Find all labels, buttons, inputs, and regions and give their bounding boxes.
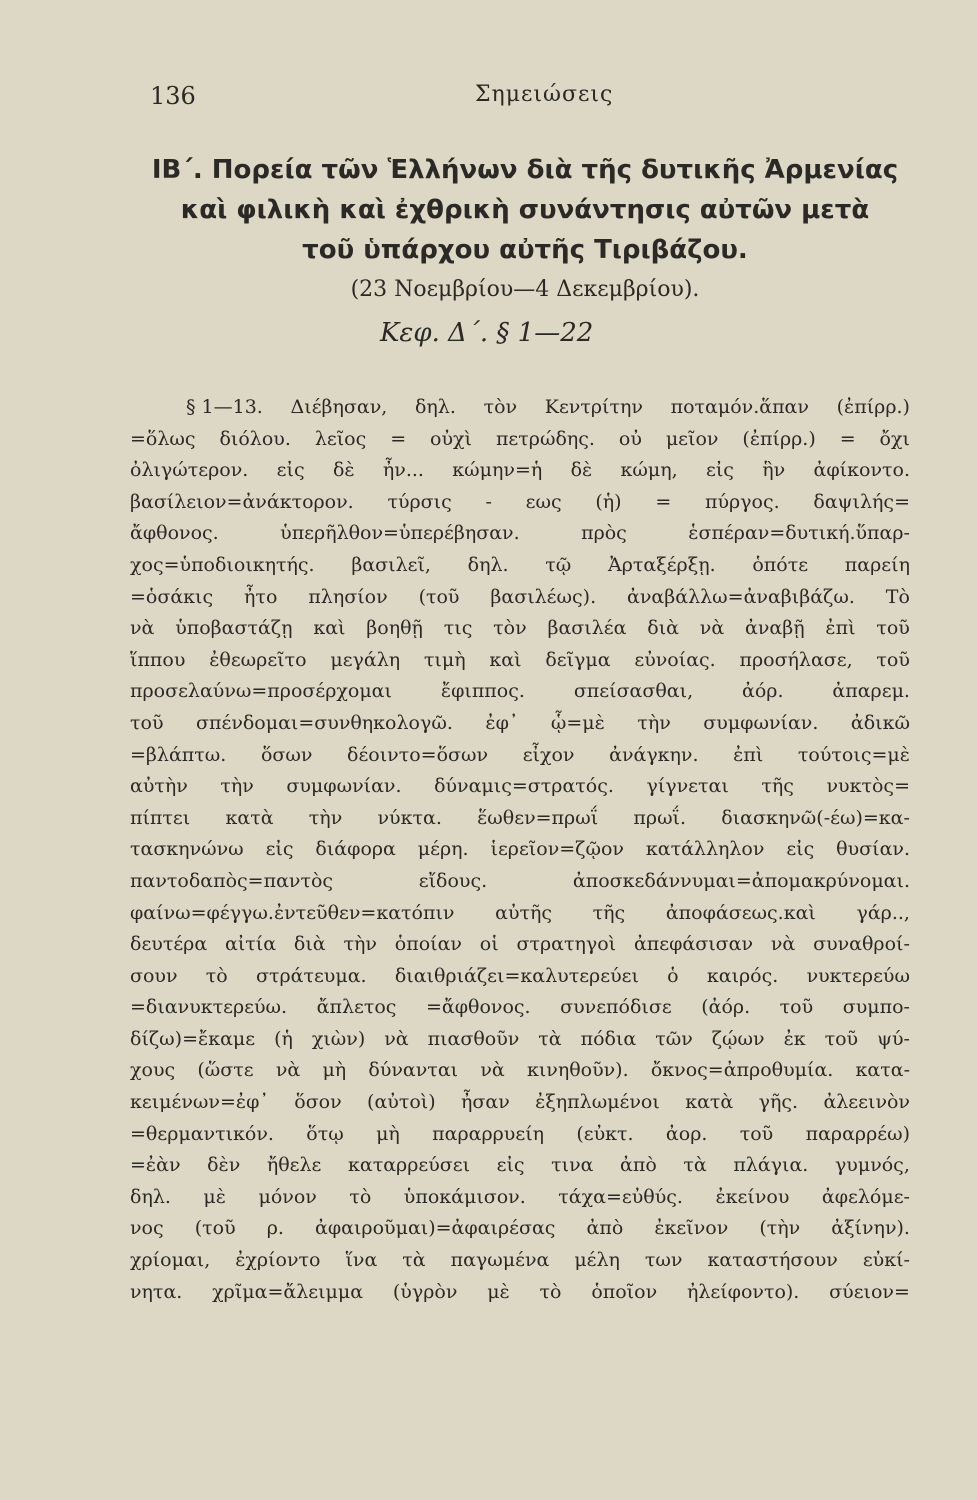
word: παραρρέω) — [805, 1122, 910, 1145]
word: ἀναβῇ — [745, 617, 805, 640]
word: εως — [525, 490, 562, 513]
word: τῶν — [655, 1027, 693, 1050]
word: νυκτερεύω — [806, 964, 910, 987]
word: (ἐπίρρ.) — [836, 396, 910, 418]
text-line — [130, 1119, 910, 1151]
word: ἀξίνην). — [831, 1217, 910, 1240]
word: διασκηνῶ(-έω)=κα- — [721, 806, 910, 829]
word: = — [655, 490, 672, 513]
word: ἀποφάσεως.καὶ — [665, 901, 816, 924]
notes-body — [130, 392, 910, 1308]
word: μέρη. — [417, 838, 469, 861]
word: ψύ- — [877, 1027, 910, 1050]
word: τὴν — [220, 775, 254, 798]
word: ἀπεφάσισαν — [633, 933, 754, 956]
word: ἐκεῖνον — [654, 1217, 729, 1240]
word: § 1—13. — [186, 396, 263, 418]
word: καὶ — [489, 648, 522, 671]
text-line — [130, 803, 910, 835]
text-line — [130, 487, 910, 519]
word: ἔφιππος. — [440, 680, 525, 703]
text-line — [130, 771, 910, 803]
word: συμπο- — [842, 996, 910, 1019]
word: ἄφθονος. — [130, 522, 219, 545]
word: δίζω)=ἔκαμε — [130, 1027, 256, 1050]
word: σπείσασθαι, — [573, 680, 694, 703]
word: ὑποβαστάζῃ — [175, 617, 293, 640]
word: ἐπὶ — [825, 617, 856, 640]
word: ὅσον — [294, 1091, 342, 1114]
word: τὸν — [493, 617, 527, 640]
word: Ἀρταξέρξῃ. — [608, 553, 716, 576]
word: δευτέρα — [130, 933, 208, 956]
word: δὲ — [570, 459, 593, 482]
word: (ἡ) — [595, 490, 622, 513]
section-title: Σημειώσεις — [475, 82, 614, 107]
word: ἀφελόμε- — [821, 1185, 910, 1208]
word: ὁποῖον — [591, 1280, 658, 1303]
word: εἰς — [276, 459, 305, 482]
word: (ἡ — [274, 1027, 293, 1050]
word: Τὸ — [885, 585, 910, 608]
word: συμφωνίαν. — [703, 711, 819, 734]
word: οὐχὶ — [430, 427, 472, 450]
word: ἐξηπλωμένοι — [535, 1091, 660, 1114]
word: τις — [443, 617, 473, 640]
word: κατὰ — [685, 1091, 734, 1114]
word: ὑποκάμισον. — [403, 1185, 526, 1208]
word: (ἀόρ. — [701, 996, 751, 1019]
word: μὲ — [487, 1280, 510, 1303]
word: ἀόρ. — [742, 680, 784, 703]
word: εἰς — [706, 459, 734, 482]
word: μόνον — [258, 1185, 317, 1208]
word: ἀπαρεμ. — [832, 680, 910, 703]
word: χος=ὑποδιοικητής. — [130, 553, 315, 576]
word: εὐνοίας. — [634, 648, 716, 671]
word: στράτευμα. — [255, 964, 367, 987]
word: (αὐτοὶ) — [367, 1091, 436, 1114]
word: βασιλεῖ, — [351, 553, 431, 576]
word: οὐ — [618, 427, 642, 450]
word: ὄκνος=ἀπροθυμία. — [650, 1059, 834, 1082]
word: μέλη — [574, 1249, 620, 1272]
word: ὁ — [667, 964, 679, 987]
word: τῆς — [592, 901, 626, 924]
word: τὸ — [539, 1280, 562, 1303]
word: ἦν... — [382, 459, 424, 482]
running-head — [150, 82, 907, 116]
word: τοῦ — [876, 648, 910, 671]
word: ἀδικῶ — [850, 711, 910, 734]
word: βασιλέα — [547, 617, 627, 640]
word: =ἄφθονος. — [425, 996, 531, 1019]
word: σύειον= — [829, 1280, 910, 1303]
word: ἵππου — [130, 648, 186, 671]
text-line — [130, 740, 910, 772]
word: ἀναβάλλω=ἀναβιβάζω. — [627, 585, 855, 608]
word: τὴν — [308, 806, 343, 829]
word: = — [390, 427, 407, 450]
word: καιρός. — [706, 964, 779, 987]
word: τάχα=εὐθύς. — [558, 1185, 683, 1208]
text-line — [130, 1024, 910, 1056]
word: νος — [130, 1217, 164, 1240]
word: ζῴων — [711, 1027, 765, 1050]
word: πύργος. — [704, 490, 780, 513]
word: ὄχι — [879, 427, 910, 450]
word: τούτοις=μὲ — [797, 743, 910, 766]
word: τὴν — [637, 711, 671, 734]
word: (τὴν — [759, 1217, 801, 1240]
word: εἶχον — [522, 743, 575, 766]
word: ἐκ — [783, 1027, 806, 1050]
word: τὴν — [343, 933, 377, 956]
word: ἤθελε — [266, 1154, 322, 1177]
word: εἰς — [786, 838, 815, 861]
word: (τοῦ — [194, 1217, 236, 1240]
word: τοῦ — [130, 711, 164, 734]
word: ἐκείνου — [715, 1185, 790, 1208]
word: στρατηγοὶ — [516, 933, 617, 956]
text-line — [130, 1055, 910, 1087]
word: πλησίον — [308, 585, 388, 608]
word: των — [644, 1249, 683, 1272]
word: ὁποίαν — [394, 933, 462, 956]
word: διὰ — [647, 617, 679, 640]
word: (ὥστε — [197, 1059, 254, 1082]
word: χιὼν) — [311, 1027, 366, 1050]
word: βασίλειον=ἀνάκτορον. — [130, 490, 354, 513]
word: =βλάπτω. — [130, 743, 227, 766]
text-line — [130, 992, 910, 1024]
word: δὲν — [207, 1154, 241, 1177]
text-line — [130, 1182, 910, 1214]
word: νύκτα. — [377, 806, 442, 829]
word: γῆς. — [758, 1091, 799, 1114]
word: εἰς — [496, 1154, 525, 1177]
word: συμφωνίαν. — [286, 775, 402, 798]
word: τοῦ — [876, 617, 910, 640]
word: συναθροί- — [813, 933, 910, 956]
word: δαψιλής= — [813, 490, 910, 513]
word: ἀποσκεδάννυμαι=ἀπομακρύνομαι. — [572, 869, 910, 892]
word: τὰ — [402, 1249, 426, 1272]
text-line — [130, 1150, 910, 1182]
word: δέοιντο=ὅσων — [347, 743, 489, 766]
word: νητα. — [130, 1280, 183, 1303]
word: παραρρυείη — [432, 1122, 545, 1145]
word: κατὰ — [225, 806, 274, 829]
text-line — [130, 866, 910, 898]
heading-line: ΙΒ΄. Πορεία τῶν Ἑλλήνων διὰ τῆς δυτικῆς Ἀρμενίας — [151, 155, 899, 185]
word: πιασθοῦν — [427, 1027, 520, 1050]
word: ᾧ=μὲ — [550, 711, 605, 734]
word: δύναμις=στρατός. — [434, 775, 614, 798]
word: τῆς — [761, 775, 794, 798]
word: χρῖμα=ἄλειμμα — [212, 1280, 364, 1303]
word: μεγάλη — [330, 648, 401, 671]
word: τῷ — [545, 553, 572, 576]
word: παντοδαπὸς=παντὸς — [130, 869, 334, 892]
word: τοῦ — [739, 1122, 774, 1145]
word: διόλου. — [219, 427, 291, 450]
word: ὅτῳ — [306, 1122, 344, 1145]
word: ἐθεωρεῖτο — [209, 648, 307, 671]
word: κώμην=ἡ — [452, 459, 543, 482]
word: ἀπὸ — [620, 1154, 657, 1177]
word: προσελαύνω=προσέρχομαι — [130, 680, 392, 703]
word: συνεπόδισε — [560, 996, 672, 1019]
word: ἀφίκοντο. — [813, 459, 910, 482]
word: θυσίαν. — [836, 838, 910, 861]
word: προσήλασε, — [739, 648, 853, 671]
word: =ὅλως — [130, 427, 196, 450]
word: διάφορα — [315, 838, 396, 861]
word: = — [839, 427, 856, 450]
word: ἀνάγκην. — [609, 743, 699, 766]
word: καταστήσουν — [707, 1249, 838, 1272]
word: =ἐὰν — [130, 1154, 181, 1177]
text-line — [130, 424, 910, 456]
word: γάρ.., — [856, 901, 910, 924]
word: =θερμαντικόν. — [130, 1122, 274, 1145]
word: πλάγια. — [733, 1154, 809, 1177]
word: κειμένων=ἐφ᾽ — [130, 1091, 269, 1114]
word: - — [485, 490, 492, 513]
word: (τοῦ — [418, 585, 460, 608]
word: εἴδους. — [418, 869, 488, 892]
word: εὐκί- — [862, 1249, 910, 1272]
word: παρείη — [844, 553, 910, 576]
word: ἀπὸ — [586, 1217, 624, 1240]
word: (ὑγρὸν — [392, 1280, 458, 1303]
word: ρ. — [266, 1217, 284, 1240]
word: ὁπότε — [752, 553, 809, 576]
heading-line: καὶ φιλικὴ καὶ ἐχθρικὴ συνάντησις αὐτῶν μετὰ — [180, 195, 870, 225]
word: τοῦ — [824, 1027, 859, 1050]
word: μὴ — [376, 1122, 400, 1145]
text-line — [130, 1087, 910, 1119]
word: ἣν — [762, 459, 786, 482]
word: ἀφαιροῦμαι)=ἀφαιρέσας — [315, 1217, 556, 1240]
word: ἦσαν — [461, 1091, 510, 1114]
word: κατα- — [855, 1059, 910, 1082]
word: ἵνα — [345, 1249, 378, 1272]
word: τὸ — [349, 1185, 372, 1208]
word: σπένδομαι=συνθηκολογῶ. — [196, 711, 453, 734]
word: ἐχρίοντο — [235, 1249, 321, 1272]
word: Διέβησαν, — [290, 396, 388, 418]
word: ἐπὶ — [733, 743, 764, 766]
text-line — [130, 676, 910, 708]
chapter-heading — [120, 150, 930, 308]
word: οἱ — [479, 933, 499, 956]
word: ἠλείφοντο). — [686, 1280, 800, 1303]
word: ὀλιγώτερον. — [130, 459, 249, 482]
word: τοῦ — [779, 996, 814, 1019]
text-line — [130, 834, 910, 866]
word: καὶ — [313, 617, 346, 640]
word: νὰ — [480, 1059, 505, 1082]
word: μὴ — [322, 1059, 347, 1082]
word: ἦτο — [244, 585, 278, 608]
word: μὲ — [203, 1185, 226, 1208]
text-line — [130, 929, 910, 961]
word: δηλ. — [467, 553, 509, 576]
text-line — [130, 708, 910, 740]
word: (ἐπίρρ.) — [742, 427, 816, 450]
word: ποταμόν.ἅπαν — [670, 396, 809, 418]
word: ὑπερῆλθον=ὑπερέβησαν. — [280, 522, 520, 545]
text-line — [130, 518, 910, 550]
text-line — [130, 392, 910, 424]
text-line — [130, 961, 910, 993]
word: παγωμένα — [450, 1249, 550, 1272]
text-line — [130, 455, 910, 487]
date-range: (23 Νοεμβρίου—4 Δεκεμβρίου). — [350, 277, 700, 302]
chapter-reference: Κεφ. Δ΄. § 1—22 — [380, 318, 594, 348]
text-line — [130, 582, 910, 614]
text-line — [130, 898, 910, 930]
word: νὰ — [770, 933, 796, 956]
word: ἀλεεινὸν — [823, 1091, 910, 1114]
word: εἰς — [265, 838, 294, 861]
text-line — [130, 550, 910, 582]
word: νὰ — [130, 617, 155, 640]
word: σουν — [130, 964, 178, 987]
word: πίπτει — [130, 806, 191, 829]
word: τινα — [551, 1154, 594, 1177]
word: ὅσων — [260, 743, 313, 766]
text-line — [130, 1245, 910, 1277]
word: κώμη, — [620, 459, 678, 482]
word: δὲ — [332, 459, 355, 482]
word: διαιθριάζει=καλυτερεύει — [394, 964, 639, 987]
word: πετρώδης. — [495, 427, 595, 450]
word: πρὸς — [581, 522, 627, 545]
word: τύρσις — [387, 490, 452, 513]
word: γυμνός, — [834, 1154, 910, 1177]
word: ἐφ᾽ — [485, 711, 519, 734]
word: δεῖγμα — [545, 648, 611, 671]
word: αὐτὴν — [130, 775, 188, 798]
word: γίγνεται — [646, 775, 729, 798]
word: μεῖον — [665, 427, 719, 450]
word: διὰ — [293, 933, 326, 956]
word: κινηθοῦν). — [526, 1059, 629, 1082]
word: κατάλληλον — [645, 838, 765, 861]
word: νὰ — [699, 617, 725, 640]
word: βασιλέως). — [490, 585, 597, 608]
word: φαίνω=φέγγω.ἐντεῦθεν=κατόπιν — [130, 901, 455, 924]
word: αὐτῆς — [495, 901, 553, 924]
word: τὸ — [205, 964, 228, 987]
word: χους — [130, 1059, 176, 1082]
word: καταρρεύσει — [347, 1154, 471, 1177]
word: χρίομαι, — [130, 1249, 211, 1272]
word: δηλ. — [130, 1185, 171, 1208]
word: δύνανται — [368, 1059, 459, 1082]
text-line — [130, 645, 910, 677]
word: νὰ — [384, 1027, 409, 1050]
word: ἕωθεν=πρωΐ — [477, 806, 599, 829]
word: πόδια — [580, 1027, 637, 1050]
word: ἑσπέραν=δυτική.ὕπαρ- — [688, 522, 910, 545]
text-line — [130, 613, 910, 645]
word: βοηθῇ — [366, 617, 423, 640]
word: τὸν — [483, 396, 518, 418]
word: λεῖος — [314, 427, 367, 450]
word: Κεντρίτην — [544, 396, 643, 418]
word: =διανυκτερεύω. — [130, 996, 288, 1019]
word: =ὁσάκις — [130, 585, 214, 608]
word: τασκηνώνω — [130, 838, 244, 861]
word: πρωΐ. — [633, 806, 687, 829]
word: ἱερεῖον=ζῷον — [490, 838, 624, 861]
word: νὰ — [275, 1059, 301, 1082]
page-number: 136 — [150, 82, 196, 110]
word: ἄπλετος — [316, 996, 397, 1019]
word: νυκτὸς= — [826, 775, 910, 798]
word: (εὐκτ. — [576, 1122, 634, 1145]
word: τὰ — [538, 1027, 562, 1050]
word: ἀορ. — [665, 1122, 708, 1145]
word: τιμὴ — [423, 648, 466, 671]
word: τὰ — [683, 1154, 707, 1177]
word: δηλ. — [414, 396, 456, 418]
text-line — [130, 1213, 910, 1245]
heading-line: τοῦ ὑπάρχου αὐτῆς Τιριβάζου. — [302, 235, 748, 265]
word: αἰτία — [225, 933, 277, 956]
text-line — [130, 1277, 910, 1309]
